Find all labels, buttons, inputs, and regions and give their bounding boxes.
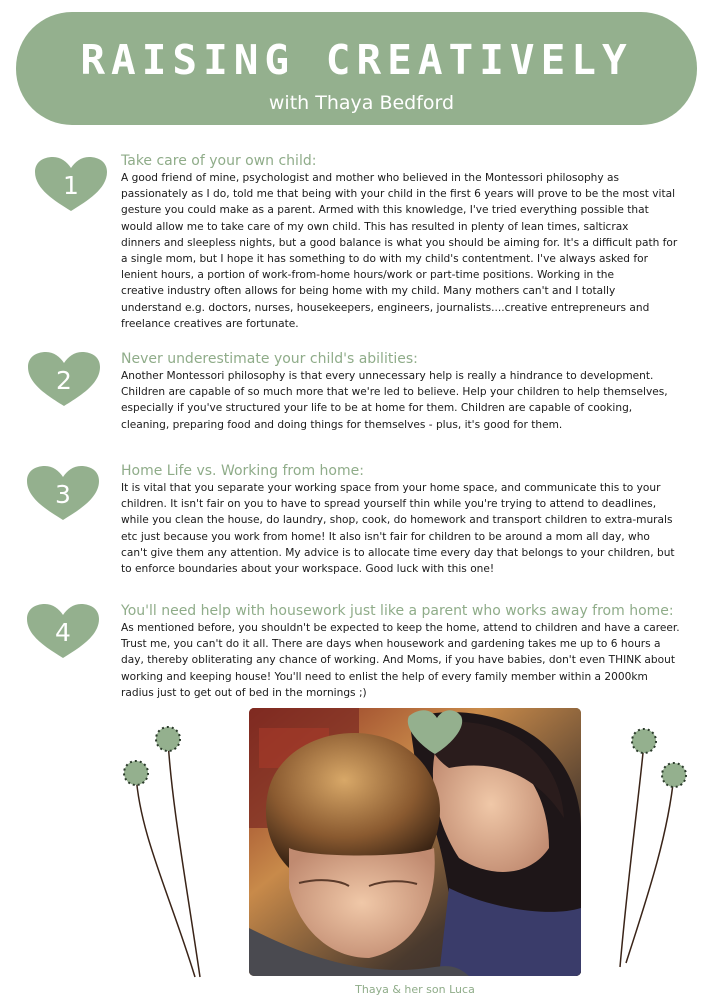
flower-decoration-right: [608, 715, 698, 975]
body-line: etc just because you work from home! It also isn't fair for children to be around a mom all day, who: [121, 530, 650, 543]
section-number: 1: [63, 171, 79, 200]
title-banner: [16, 12, 697, 125]
body-line: day, thereby obliterating any chance of working. And Moms, if you have babies, don't even THINK about: [121, 654, 675, 667]
body-line: lenient hours, a portion of work-from-home hours/work or part-time positions. Working in the: [121, 269, 614, 282]
body-line: Another Montessori philosophy is that every unnecessary help is really a hindrance to development.: [121, 370, 654, 382]
body-line: A good friend of mine, psychologist and mother who believed in the Montessori philosophy as: [121, 172, 620, 184]
photo-illustration: [249, 708, 581, 976]
section-body: [121, 368, 701, 433]
heart-badge-2: [28, 352, 100, 406]
section-heading: You'll need help with housework just like a parent who works away from home:: [121, 603, 674, 619]
body-line: to enforce boundaries about your workspace. Good luck with this one!: [121, 563, 495, 576]
page-title: RAISING CREATIVELY: [80, 36, 633, 84]
page-subtitle: with Thaya Bedford: [268, 92, 455, 114]
body-line: As mentioned before, you shouldn't be expected to keep the home, attend to children and have a career.: [121, 622, 680, 634]
section-2: [121, 350, 701, 433]
section-number: 3: [55, 480, 71, 509]
body-line: freelance creatives are fortunate.: [121, 317, 299, 330]
flower-decoration-left: [110, 715, 210, 985]
section-heading: Never underestimate your child's abilities:: [121, 351, 418, 367]
body-line: while you clean the house, do laundry, shop, cook, do homework and transport children to extra-murals: [121, 514, 673, 527]
body-line: can't give them any attention. My advice is to allocate time every day that belongs to your children, but: [121, 546, 675, 559]
body-line: It is vital that you separate your working space from your home space, and communicate this to your: [121, 482, 661, 494]
photo-caption: Thaya & her son Luca: [355, 983, 475, 996]
body-line: cleaning, preparing food and doing things for themselves - plus, it's good for them.: [121, 418, 563, 431]
section-body: [121, 480, 701, 577]
body-line: creative industry often allows for being home with my child. Many mothers can't and I totally: [121, 285, 616, 298]
family-photo: [249, 708, 581, 976]
section-1: [121, 152, 701, 332]
body-line: Children are capable of so much more that we're led to believe. Help your children to help themselves,: [121, 386, 668, 399]
body-line: gesture you could make as a parent. Armed with this knowledge, I've tried everything possible that: [121, 204, 649, 217]
body-line: passionately as I do, told me that being with your child in the first 6 years will prove to be the most vital: [121, 188, 676, 201]
section-heading: Take care of your own child:: [121, 153, 317, 169]
body-line: dinners and sleepless nights, but a good balance is what you should be aiming for. It's a difficult path for: [121, 236, 678, 249]
section-body: [121, 620, 701, 701]
section-heading: Home Life vs. Working from home:: [121, 463, 364, 479]
heart-badge-3: [27, 466, 99, 520]
body-line: understand e.g. doctors, nurses, housekeepers, engineers, journalists....creative entrepreneurs and: [121, 301, 650, 314]
body-line: especially if you've structured your life to be at home for them. Children are capable of cooking,: [121, 402, 633, 415]
body-line: children. It isn't fair on you to have to spread yourself thin while you're trying to attend to deadlines,: [121, 498, 657, 511]
body-line: would allow me to take care of my own child. This has resulted in plenty of lean times, salticrax: [121, 220, 629, 233]
body-line: a single mom, but I hope it has something to do with my child's contentment. I've always asked for: [121, 253, 648, 266]
section-4: [121, 602, 701, 701]
body-line: working and keeping house! You'll need to enlist the help of every family member within a 2000km: [121, 670, 648, 683]
section-number: 4: [55, 618, 71, 647]
heart-badge-1: [35, 157, 107, 211]
section-3: [121, 462, 701, 577]
body-line: radius just to get out of bed in the mornings ;): [121, 686, 367, 699]
section-number: 2: [56, 366, 72, 395]
body-line: Trust me, you can't do it all. There are days when housework and gardening takes me up to 6 hours a: [121, 638, 661, 651]
heart-badge-4: [27, 604, 99, 658]
section-body: [121, 170, 701, 332]
